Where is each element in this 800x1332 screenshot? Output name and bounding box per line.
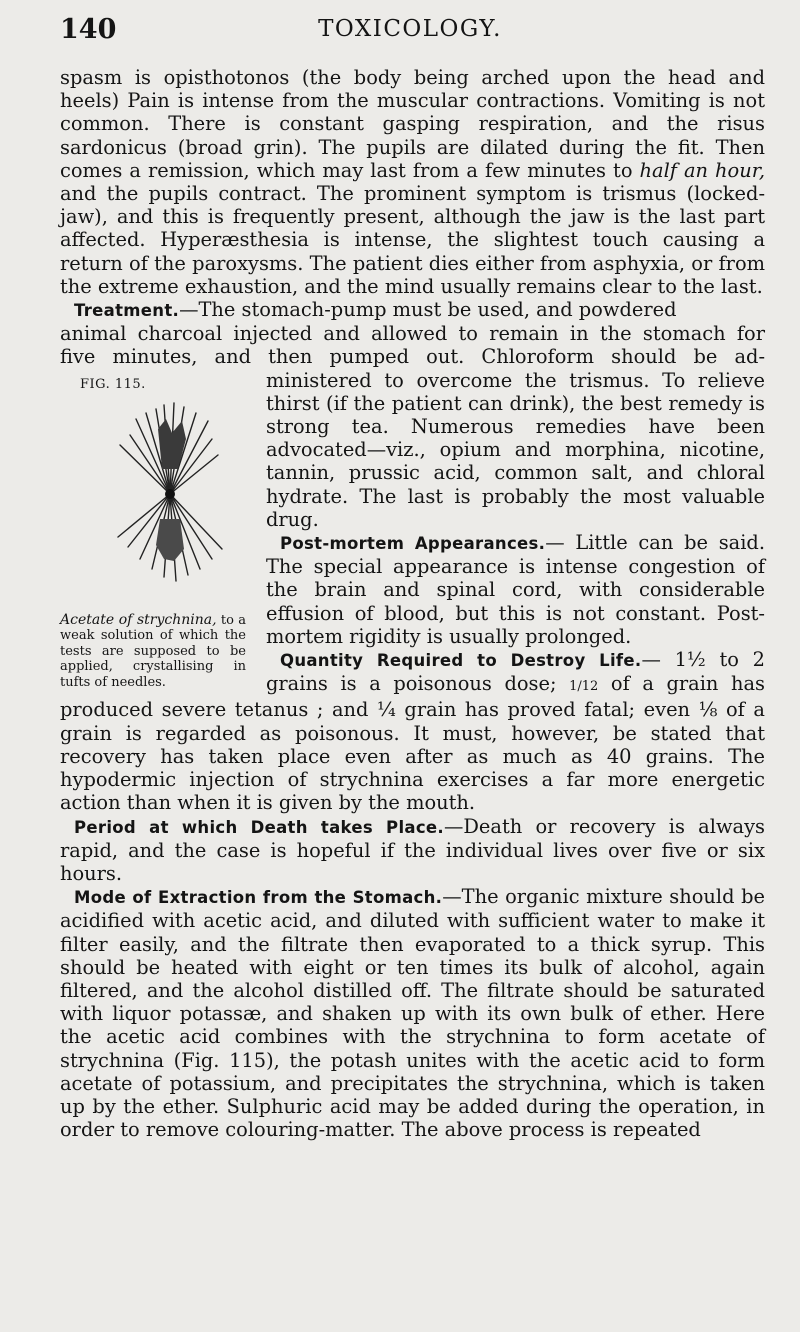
quantity-text-4: of a grain is regarded as poisonous. It must, however, be stated that recovery has taken place even after as much as 40 grains. The hypodermic injection of strychnina exercises a far more energetic action than when it is given by the mouth.	[60, 698, 765, 815]
fraction-twelfth: 1/12	[569, 679, 599, 695]
page-number: 140	[60, 14, 117, 45]
extraction-paragraph	[60, 885, 765, 1141]
quantity-text: — 1½ to 2 grains is a poisonous dose;	[266, 648, 765, 696]
quantity-text-2: of a grain has produced severe tetanus ; and	[60, 672, 765, 722]
symptoms-text-rest: and the pupils contract. The prominent symptom is trismus (locked-jaw), and this is frequently present, although the jaw is the last part affected. Hyperæsthesia is intense, the slightest touch causing a return of the paroxysms. The patient dies either from asphyxia, or from the extreme exhaustion, and the mind usually remains clear to the last.	[60, 182, 765, 298]
symptoms-paragraph	[60, 66, 765, 298]
figure-label: FIG. 115.	[80, 376, 146, 392]
running-title: TOXICOLOGY.	[318, 16, 502, 42]
period-text: —Death or recovery is always rapid, and the case is hopeful if the individual lives over five or six hours.	[60, 814, 766, 885]
fraction-eighth: ⅛	[698, 698, 718, 722]
figure-caption-title: Acetate of strychnina,	[60, 611, 217, 628]
treatment-paragraph	[60, 298, 765, 322]
quantity-text-3: grain has proved fatal; even	[404, 698, 691, 722]
treatment-heading: Treatment.	[74, 301, 180, 321]
symptoms-text: spasm is opisthotonos (the body being arched upon the head and heels) Pain is intense from the muscular contractions. Vomiting is not common. There is constant gasping respiration, and the risus sardonicus (broad grin). The pupils are dilated during the fit. Then comes a remission, which may last from a few minutes to	[60, 66, 765, 182]
postmortem-heading: Post-mortem Appearances.	[280, 534, 546, 554]
page-body	[60, 66, 765, 1141]
figure-caption-text: to a weak solution of which the tests are supposed to be applied, crystallising in tufts of needles.	[60, 612, 246, 690]
extraction-text: —The organic mixture should be acidified with acetic acid, and diluted with sufficient water to make it filter easily, and the filtrate then evaporated to a thick syrup. This should be heated with eight or ten times its bulk of alcohol, again filtered, and the alcohol distilled off. The filtrate should be saturated with liquor potassæ, and shaken up with its own bulk of ether. Here the acetic acid combines with the strychnina to form acetate of strychnina (Fig. 115), the potash unites with the acetic acid to form acetate of potassium, and precipitates the strychnina, which is taken up by the ether. Sulphuric acid may be added during the operation, in order to remove colouring-matter. The above process is repeated	[60, 885, 765, 1142]
period-heading: Period at which Death takes Place.	[74, 817, 444, 837]
strychnine-crystal-illustration	[100, 399, 240, 589]
figure-115	[60, 369, 258, 695]
treatment-line-1: —The stomach-pump must be used, and powdered	[179, 298, 677, 322]
extraction-heading: Mode of Extraction from the Stomach.	[74, 888, 443, 908]
treatment-line-3: five minutes, and then pumped out. Chloroform should be ad-	[60, 345, 765, 369]
figure-caption	[60, 613, 246, 691]
symptoms-emphasis: half an hour,	[639, 158, 766, 182]
treatment-text: ministered to overcome the trismus. To relieve thirst (if the patient can drink), the best remedy is strong tea. Numerous remedies have been advocated—viz., opium and morphina, nicotine, tannin, prussic acid, common salt, and chloral hydrate. The last is probably the most valuable drug.	[266, 368, 765, 531]
treatment-line-2: animal charcoal injected and allowed to remain in the stomach for	[60, 322, 765, 346]
quantity-heading: Quantity Required to Destroy Life.	[280, 651, 642, 671]
period-paragraph	[60, 815, 765, 886]
page-header	[60, 14, 760, 50]
postmortem-text: — Little can be said. The special appearance is intense congestion of the brain and spinal cord, with considerable effusion of blood, but this is not constant. Post-mortem rigidity is usually prolonged.	[266, 531, 765, 648]
fraction-quarter: ¼	[377, 698, 396, 722]
